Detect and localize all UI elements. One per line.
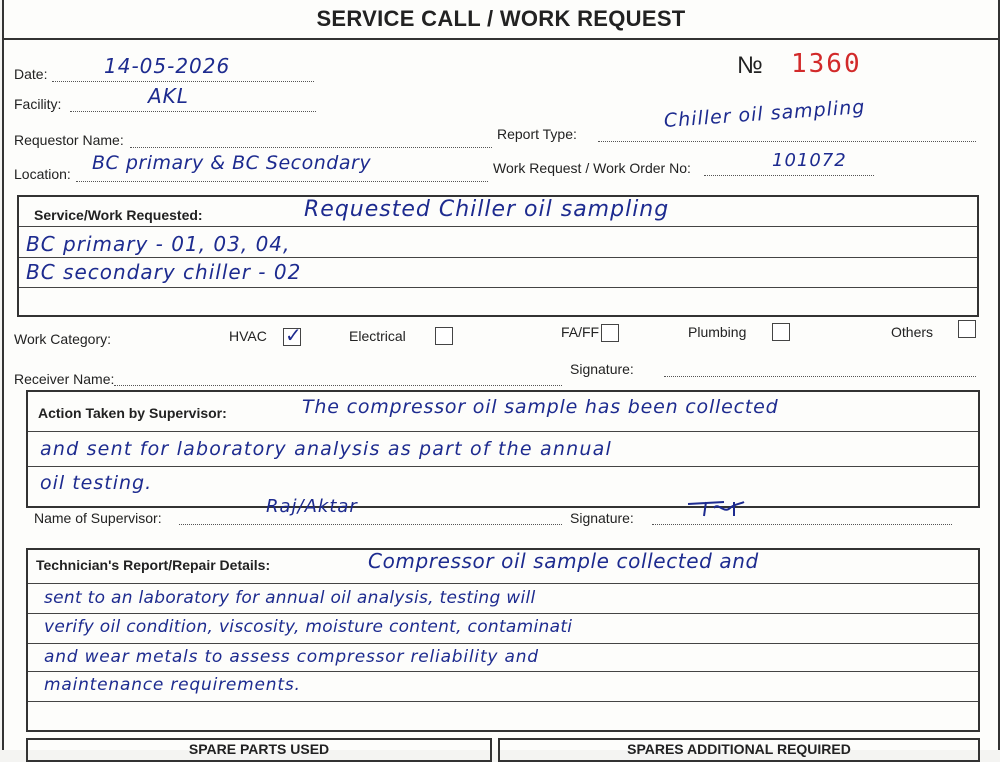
spares-additional-required-box: SPARES ADDITIONAL REQUIRED <box>498 738 980 762</box>
work-order-line <box>704 175 874 176</box>
requestor-label: Requestor Name: <box>14 132 124 148</box>
supervisor-row-divider <box>28 431 978 432</box>
receiver-signature-label: Signature: <box>570 361 634 377</box>
facility-line <box>70 111 316 112</box>
supervisor-action-label: Action Taken by Supervisor: <box>38 405 227 421</box>
technician-line[interactable]: and wear metals to assess compressor reliability and <box>44 647 539 667</box>
date-value[interactable]: 14-05-2026 <box>104 54 231 78</box>
service-row-divider <box>19 226 977 227</box>
supervisor-line[interactable]: and sent for laboratory analysis as part of the annual <box>40 438 612 460</box>
work-category-label: Work Category: <box>14 331 111 347</box>
service-row-divider <box>19 287 977 288</box>
service-line[interactable]: BC secondary chiller - 02 <box>26 260 302 284</box>
receiver-name-label: Receiver Name: <box>14 371 115 387</box>
supervisor-signature-line <box>652 524 952 525</box>
date-label: Date: <box>14 66 48 82</box>
report-type-line <box>598 141 976 142</box>
supervisor-signature-mark <box>684 498 754 520</box>
spare-parts-used-box: SPARE PARTS USED <box>26 738 492 762</box>
requestor-line <box>130 147 492 148</box>
technician-row-divider <box>28 671 978 672</box>
technician-line[interactable]: maintenance requirements. <box>44 675 301 695</box>
supervisor-signature-label: Signature: <box>570 510 634 526</box>
others-label: Others <box>891 324 934 340</box>
report-type-value[interactable]: Chiller oil sampling <box>663 95 866 132</box>
location-value[interactable]: BC primary & BC Secondary <box>92 152 372 174</box>
technician-line[interactable]: verify oil condition, viscosity, moisture content, contaminati <box>44 617 573 637</box>
location-label: Location: <box>14 166 71 182</box>
report-type-label: Report Type: <box>497 126 577 142</box>
technician-row-divider <box>28 613 978 614</box>
supervisor-line[interactable]: oil testing. <box>40 472 153 494</box>
location-line <box>76 181 488 182</box>
work-order-value[interactable]: 101072 <box>772 150 847 171</box>
technician-line[interactable]: sent to an laboratory for annual oil analysis, testing will <box>44 588 536 608</box>
supervisor-row-divider <box>28 466 978 467</box>
hvac-checkbox[interactable] <box>283 323 302 347</box>
service-line[interactable]: Requested Chiller oil sampling <box>304 197 670 222</box>
receiver-name-line <box>114 385 562 386</box>
technician-line[interactable]: Compressor oil sample collected and <box>368 549 759 573</box>
service-line[interactable]: BC primary - 01, 03, 04, <box>26 232 291 256</box>
facility-value[interactable]: AKL <box>148 84 189 108</box>
supervisor-name-line <box>179 524 562 525</box>
supervisor-name-label: Name of Supervisor: <box>34 510 162 526</box>
electrical-checkbox[interactable] <box>435 327 453 345</box>
facility-label: Facility: <box>14 96 62 112</box>
form-number: 1360 <box>791 49 862 79</box>
receiver-signature-line <box>664 376 976 377</box>
plumbing-label: Plumbing <box>688 324 747 340</box>
fa-ff-checkbox[interactable] <box>601 324 619 342</box>
electrical-label: Electrical <box>349 328 406 344</box>
form-title: SERVICE CALL / WORK REQUEST <box>4 0 998 40</box>
supervisor-line[interactable]: The compressor oil sample has been collected <box>302 396 779 418</box>
work-request-form <box>2 0 1000 757</box>
service-requested-label: Service/Work Requested: <box>34 207 203 223</box>
technician-report-label: Technician's Report/Repair Details: <box>36 557 271 573</box>
hvac-label: HVAC <box>229 328 267 344</box>
others-checkbox[interactable] <box>958 320 976 338</box>
technician-row-divider <box>28 583 978 584</box>
work-order-label: Work Request / Work Order No: <box>493 160 691 176</box>
plumbing-checkbox[interactable] <box>772 323 790 341</box>
service-row-divider <box>19 257 977 258</box>
check-icon: ✓ <box>285 323 302 347</box>
supervisor-name-value[interactable]: Raj/Aktar <box>266 496 358 517</box>
fa-ff-label: FA/FF <box>561 324 600 340</box>
technician-row-divider <box>28 643 978 644</box>
date-line <box>52 81 314 82</box>
technician-box <box>26 548 980 732</box>
technician-row-divider <box>28 701 978 702</box>
number-symbol: № <box>737 52 763 79</box>
